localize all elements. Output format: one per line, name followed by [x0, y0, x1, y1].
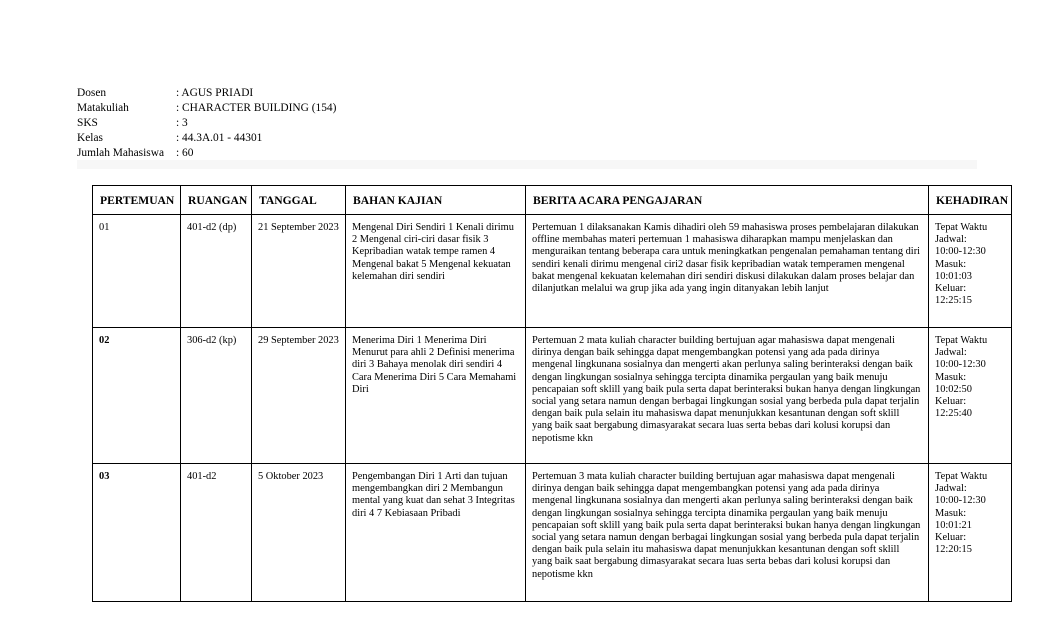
header-pertemuan: PERTEMUAN: [93, 186, 181, 215]
ruangan-cell: 401-d2: [181, 464, 252, 602]
table-header-row: [93, 186, 1012, 215]
header-ruangan: RUANGAN: [181, 186, 252, 215]
matakuliah-value: : CHARACTER BUILDING (154): [176, 102, 337, 114]
info-row-sks: [77, 116, 336, 131]
info-row-kelas: [77, 131, 336, 146]
kehadiran-cell: Tepat Waktu Jadwal: 10:00-12:30 Masuk: 10:02:50 Keluar: 12:25:40: [929, 328, 1012, 464]
tanggal-cell: 5 Oktober 2023: [252, 464, 346, 602]
table-row: [93, 328, 1012, 464]
pertemuan-cell: 01: [93, 215, 181, 328]
table-row: [93, 215, 1012, 328]
ruangan-cell: 306-d2 (kp): [181, 328, 252, 464]
pertemuan-cell: 02: [93, 328, 181, 464]
ruangan-cell: 401-d2 (dp): [181, 215, 252, 328]
tanggal-cell: 21 September 2023: [252, 215, 346, 328]
header-bahan-kajian: BAHAN KAJIAN: [346, 186, 526, 215]
berita-acara-cell: Pertemuan 1 dilaksanakan Kamis dihadiri oleh 59 mahasiswa proses pembelajaran dilakukan offline membahas materi pertemuan 1 mahasiswa diharapkan mampu menjelaskan dan menguraikan tentang beberapa cara untuk meningkatkan pengenalan pemahaman tentang diri sendiri kenali dirimu mengenal ciri2 dasar fisik kepribadian watak temperamen mengenal bakat mengenal kekuatan kelemahan diri sendiri diskusi dilakukan dalam proses belajar dan dilanjutkan melalui wa grup jika ada yang ingin ditanyakan lebih lanjut: [526, 215, 929, 328]
berita-acara-cell: Pertemuan 2 mata kuliah character building bertujuan agar mahasiswa dapat mengenali dirinya dengan baik sehingga dapat mengembangkan potensi yang ada pada dirinya mengenal lingkunana sosialnya dan mengerti akan perlunya saling berinteraksi dengan baik dengan lingkungan sosialnya sehingga tercipta dinamika pergaulan yang baik menuju pencapaian soft sklill yang baik pula serta dapat berinteraksi bukan hanya dengan lingkungan social yang setara namun dengan berbagai lingkungan sosial yang berbeda pula dapat terjalin dengan baik pula selain itu mahasiswa dapat menunjukkan kesantunan dengan soft sklill yang baik saat bergabung dimasyarakat secara luas serta bebas dari kolusi korupsi dan nepotisme kkn: [526, 328, 929, 464]
kehadiran-cell: Tepat Waktu Jadwal: 10:00-12:30 Masuk: 10:01:03 Keluar: 12:25:15: [929, 215, 1012, 328]
jumlah-mahasiswa-value: : 60: [176, 147, 194, 159]
bahan-kajian-cell: Pengembangan Diri 1 Arti dan tujuan mengembangkan diri 2 Membangun mental yang kuat dan sehat 3 Integritas diri 4 7 Kebiasaan Pribadi: [346, 464, 526, 602]
info-row-dosen: [77, 86, 336, 101]
pertemuan-cell: 03: [93, 464, 181, 602]
bahan-kajian-cell: Menerima Diri 1 Menerima Diri Menurut para ahli 2 Definisi menerima diri 3 Bahaya menolak diri sendiri 4 Cara Menerima Diri 5 Cara Memahami Diri: [346, 328, 526, 464]
sks-label: SKS: [77, 117, 98, 129]
info-row-matakuliah: [77, 101, 336, 116]
header-berita-acara: BERITA ACARA PENGAJARAN: [526, 186, 929, 215]
teaching-report-table: [92, 185, 1012, 602]
tanggal-cell: 29 September 2023: [252, 328, 346, 464]
bahan-kajian-cell: Mengenal Diri Sendiri 1 Kenali dirimu 2 Mengenal ciri-ciri dasar fisik 3 Kepribadian watak tempe ramen 4 Mengenal bakat 5 Mengenal kekuatan kelemahan diri sendiri: [346, 215, 526, 328]
berita-acara-cell: Pertemuan 3 mata kuliah character building bertujuan agar mahasiswa dapat mengenali dirinya dengan baik sehingga dapat mengembangkan potensi yang ada pada dirinya mengenal lingkunana sosialnya dan mengerti akan perlunya saling berinteraksi dengan baik dengan lingkungan sosialnya sehingga tercipta dinamika pergaulan yang baik menuju pencapaian soft sklill yang baik pula serta dapat berinteraksi bukan hanya dengan lingkungan social yang setara namun dengan berbagai lingkungan sosial yang berbeda pula dapat terjalin dengan baik pula selain itu mahasiswa dapat menunjukkan kesantunan dengan soft sklill yang baik saat bergabung dimasyarakat secara luas serta bebas dari kolusi korupsi dan nepotisme kkn: [526, 464, 929, 602]
dosen-value: : AGUS PRIADI: [176, 87, 254, 99]
kelas-value: : 44.3A.01 - 44301: [176, 132, 263, 144]
matakuliah-label: Matakuliah: [77, 102, 129, 114]
table-row: [93, 464, 1012, 602]
jumlah-mahasiswa-label: Jumlah Mahasiswa: [77, 147, 164, 159]
dosen-label: Dosen: [77, 87, 107, 99]
header-kehadiran: KEHADIRAN: [929, 186, 1012, 215]
divider: [77, 160, 977, 169]
kehadiran-cell: Tepat Waktu Jadwal: 10:00-12:30 Masuk: 10:01:21 Keluar: 12:20:15: [929, 464, 1012, 602]
header-tanggal: TANGGAL: [252, 186, 346, 215]
info-row-jumlah-mahasiswa: [77, 146, 336, 161]
kelas-label: Kelas: [77, 132, 103, 144]
course-info: [77, 86, 336, 161]
sks-value: : 3: [176, 117, 188, 129]
